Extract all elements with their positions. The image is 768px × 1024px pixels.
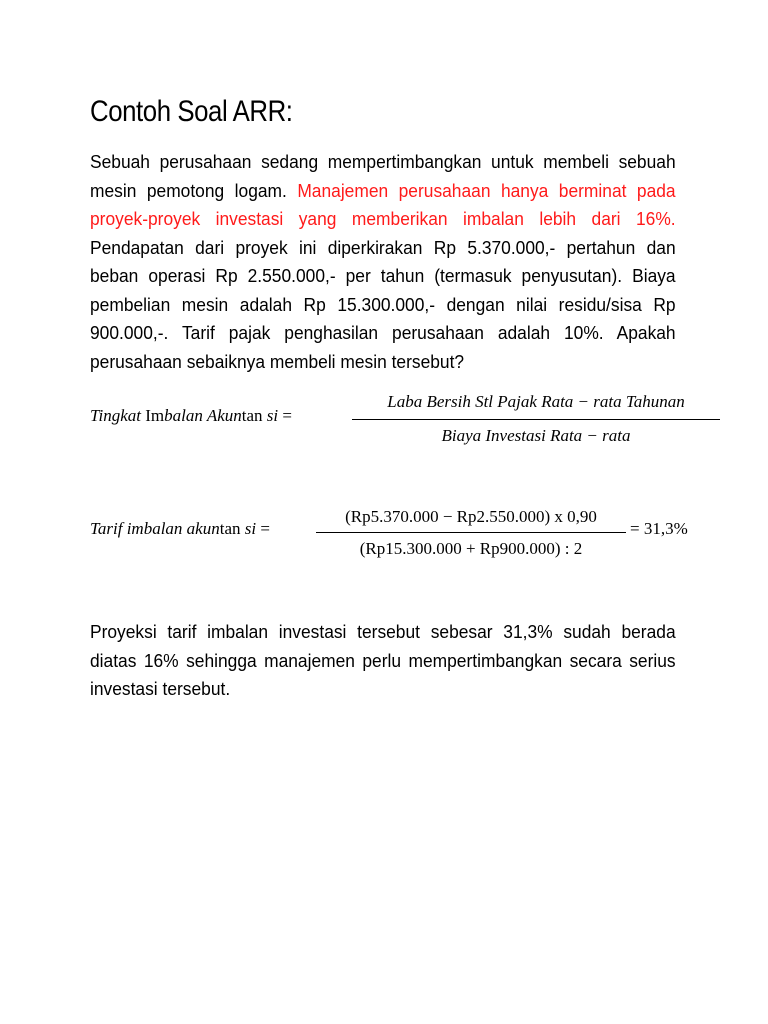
arr-formula-lhs: Tingkat Imbalan Akuntan si = [90,406,292,425]
arr-formula-numerator: Laba Bersih Stl Pajak Rata − rata Tahunan [387,392,685,411]
problem-text-intro: Sebuah perusahaan sedang mempertimbangkan untuk membeli sebuah mesin pemotong logam. [90,151,676,201]
problem-text-details: Pendapatan dari proyek ini diperkirakan Rp 5.370.000,- pertahun dan beban operasi Rp 2.550.000,- per tahun (termasuk penyusutan). Biaya pembelian mesin adalah Rp 15.300.000,- dengan nilai residu/sisa Rp 900.000,-. Tarif pajak penghasilan perusahaan adalah 10%. Apakah perusahaan sebaiknya membeli mesin tersebut? [90,236,676,372]
arr-calculation-fraction [316,505,626,561]
arr-calculation-lhs: Tarif imbalan akuntan si = [90,519,270,538]
arr-formula-denominator: Biaya Investasi Rata − rata [441,426,631,445]
arr-result: = 31,3% [630,519,688,538]
fraction-bar [316,532,626,533]
problem-text-highlight: Manajemen perusahaan hanya berminat pada proyek-proyek investasi yang memberikan imbalan lebih dari 16%. [90,179,676,229]
arr-formula-fraction [352,388,720,448]
problem-paragraph [90,148,676,376]
page-title: Contoh Soal ARR: [90,95,293,128]
arr-calculation-denominator: (Rp15.300.000 + Rp900.000) : 2 [359,539,583,558]
conclusion-paragraph: Proyeksi tarif imbalan investasi tersebut sebesar 31,3% sudah berada diatas 16% sehingga manajemen perlu mempertimbangkan secara serius investasi tersebut. [90,621,676,699]
fraction-bar [352,419,720,420]
arr-calculation-numerator: (Rp5.370.000 − Rp2.550.000) x 0,90 [345,507,597,526]
